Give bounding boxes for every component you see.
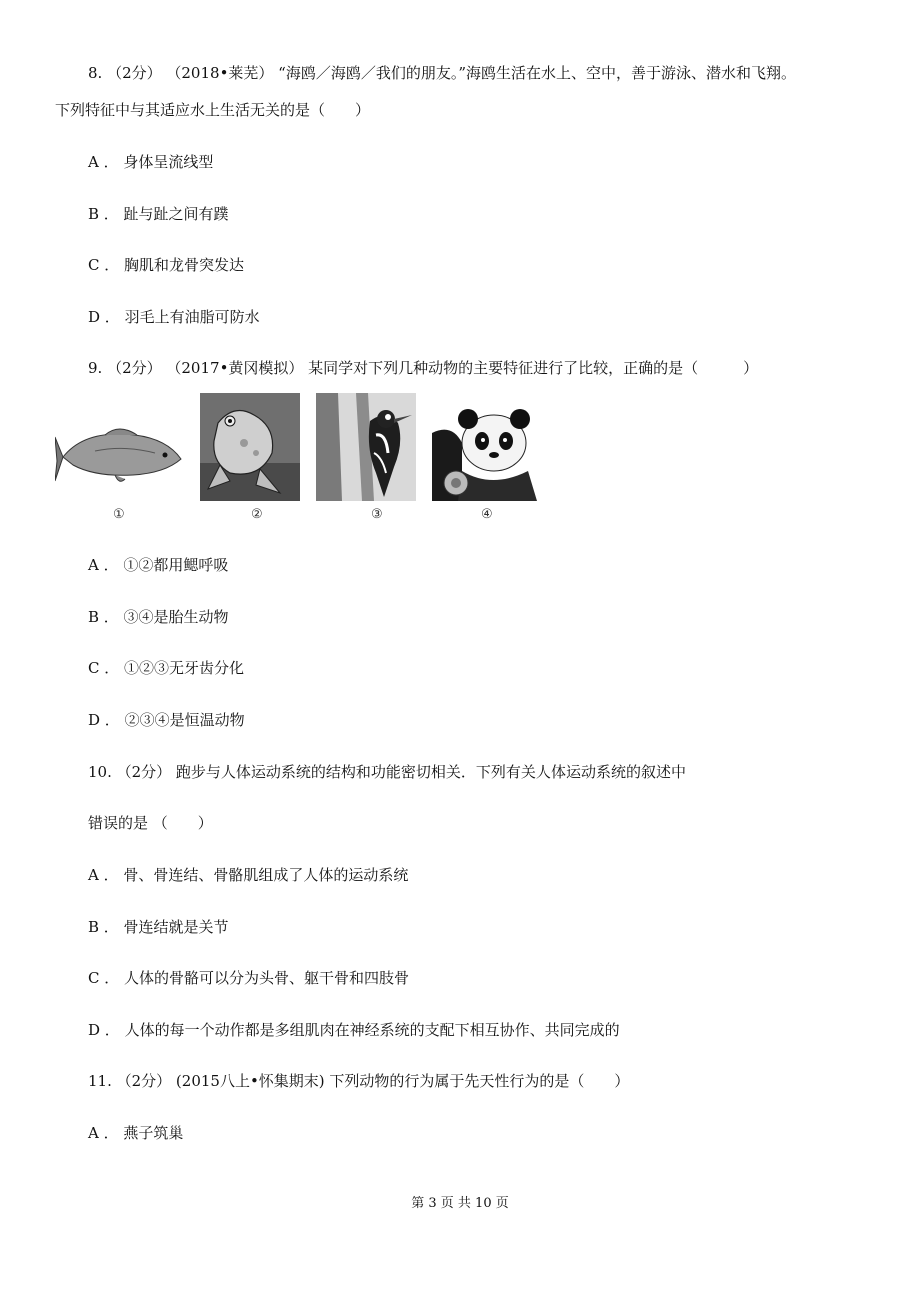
panda-icon [432,393,537,501]
figure-label-2: ② [251,507,263,522]
figure-label-4: ④ [481,507,493,522]
question-8-option-c[interactable]: C ． 胸肌和龙骨突发达 [88,256,245,274]
figure-label-3: ③ [371,507,383,522]
question-9-option-d[interactable]: D ． ②③④是恒温动物 [88,711,245,729]
question-11-stem: 11. （2分） (2015八上•怀集期末) 下列动物的行为属于先天性行为的是（ ） [88,1072,630,1090]
question-8-stem: 8. （2分） （2018•莱芜） “海鸥／海鸥／我们的朋友。”海鸥生活在水上、空中，善于游泳、潜水和飞翔。 [88,64,797,82]
question-11-option-a[interactable]: A ． 燕子筑巢 [88,1124,184,1142]
figure-label-1: ① [113,507,125,522]
frog-icon [200,393,300,501]
question-8-option-d[interactable]: D ． 羽毛上有油脂可防水 [88,308,260,326]
woodpecker-icon [316,393,416,501]
question-8-option-b[interactable]: B ． 趾与趾之间有蹼 [88,205,229,223]
question-8-stem-cont: 下列特征中与其适应水上生活无关的是（ ） [55,101,371,119]
question-8-option-a[interactable]: A ． 身体呈流线型 [88,153,214,171]
question-10-option-c[interactable]: C ． 人体的骨骼可以分为头骨、躯干骨和四肢骨 [88,969,410,987]
fish-icon [55,421,185,491]
question-9-option-a[interactable]: A ． ①②都用鳃呼吸 [88,556,229,574]
question-10-option-b[interactable]: B ． 骨连结就是关节 [88,918,229,936]
question-9-stem: 9. （2分） （2017•黄冈模拟） 某同学对下列几种动物的主要特征进行了比较，正确的是（ ） [88,359,759,377]
question-10-stem: 10. （2分） 跑步与人体运动系统的结构和功能密切相关．下列有关人体运动系统的叙述中 [88,763,686,781]
question-9-option-b[interactable]: B ． ③④是胎生动物 [88,608,229,626]
page-footer: 第 3 页 共 10 页 [411,1196,509,1211]
question-10-option-d[interactable]: D ． 人体的每一个动作都是多组肌肉在神经系统的支配下相互协作、共同完成的 [88,1021,620,1039]
question-10-stem-cont: 错误的是 （ ） [88,814,213,832]
question-9-option-c[interactable]: C ． ①②③无牙齿分化 [88,659,245,677]
question-9-figures [55,393,545,528]
question-10-option-a[interactable]: A ． 骨、骨连结、骨骼肌组成了人体的运动系统 [88,866,409,884]
